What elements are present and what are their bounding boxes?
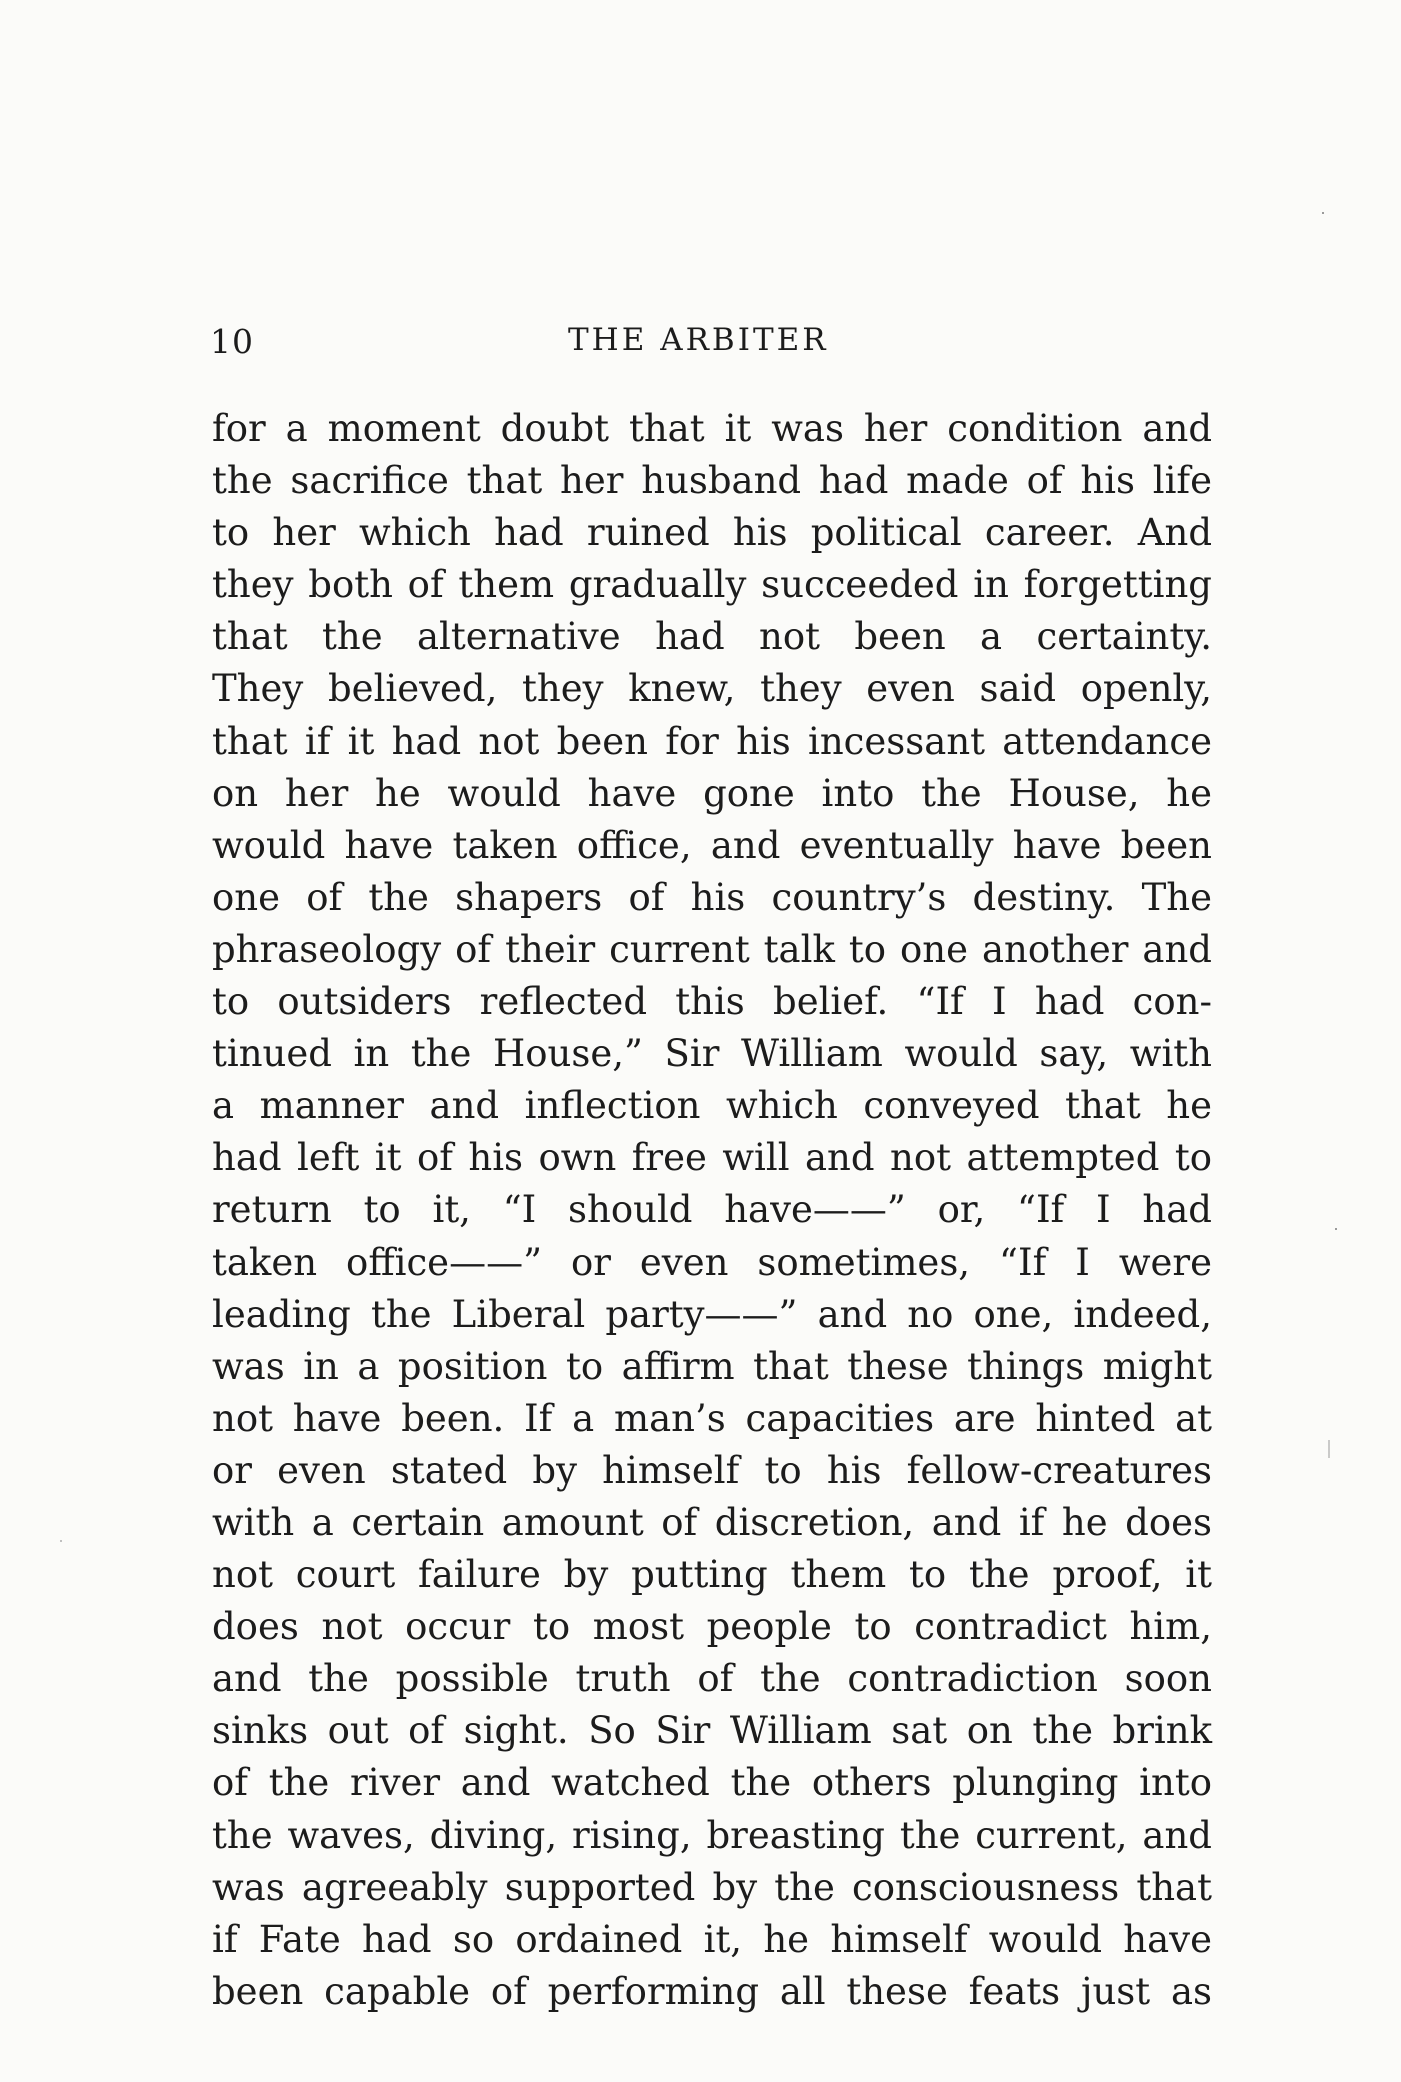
body-text — [212, 403, 1212, 2018]
text-line: been capable of performing all these feats just as — [212, 1969, 1212, 2013]
text-line: leading the Liberal party——” and no one, indeed, — [212, 1292, 1212, 1336]
scan-speck — [60, 1540, 62, 1542]
text-line: return to it, “I should have——” or, “If I had — [212, 1188, 1212, 1232]
text-line: not court failure by putting them to the proof, it — [212, 1553, 1212, 1597]
text-line: with a certain amount of discretion, and if he does — [212, 1500, 1212, 1544]
text-line: a manner and inflection which conveyed that he — [212, 1084, 1212, 1128]
text-line: that the alternative had not been a certainty. — [212, 615, 1212, 659]
text-line: the waves, diving, rising, breasting the current, and — [212, 1813, 1212, 1857]
text-line: that if it had not been for his incessant attendance — [212, 719, 1212, 763]
text-line: phraseology of their current talk to one another and — [212, 927, 1212, 971]
text-line: taken office——” or even sometimes, “If I were — [212, 1240, 1212, 1284]
text-line: on her he would have gone into the House, he — [212, 771, 1212, 815]
text-line: They believed, they knew, they even said openly, — [212, 667, 1212, 711]
text-line: sinks out of sight. So Sir William sat on the brink — [212, 1709, 1212, 1753]
text-line: had left it of his own free will and not attempted to — [212, 1136, 1212, 1180]
text-line: or even stated by himself to his fellow-creatures — [212, 1448, 1212, 1492]
text-line: to her which had ruined his political career. And — [212, 511, 1212, 555]
scan-speck — [1322, 212, 1324, 214]
text-line: they both of them gradually succeeded in forgetting — [212, 563, 1212, 607]
text-line: not have been. If a man’s capacities are hinted at — [212, 1396, 1212, 1440]
scan-speck — [1335, 1228, 1337, 1230]
text-line: would have taken office, and eventually have been — [212, 823, 1212, 867]
text-line: was agreeably supported by the consciousness that — [212, 1865, 1212, 1909]
text-line: and the possible truth of the contradiction soon — [212, 1657, 1212, 1701]
text-line: the sacrifice that her husband had made of his life — [212, 459, 1212, 503]
page-number: 10 — [210, 322, 254, 361]
text-line: for a moment doubt that it was her condition and — [212, 407, 1212, 450]
text-line: to outsiders reflected this belief. “If I had con- — [212, 980, 1212, 1024]
page-header — [210, 322, 1210, 372]
text-line: of the river and watched the others plunging into — [212, 1761, 1212, 1805]
text-line: was in a position to affirm that these things might — [212, 1344, 1212, 1388]
text-line: does not occur to most people to contradict him, — [212, 1605, 1212, 1649]
running-head: THE ARBITER — [568, 322, 829, 358]
scan-speck — [1328, 1440, 1330, 1458]
text-line: tinued in the House,” Sir William would say, with — [212, 1032, 1212, 1076]
text-line: if Fate had so ordained it, he himself would have — [212, 1917, 1212, 1961]
text-line: one of the shapers of his country’s destiny. The — [212, 875, 1212, 919]
